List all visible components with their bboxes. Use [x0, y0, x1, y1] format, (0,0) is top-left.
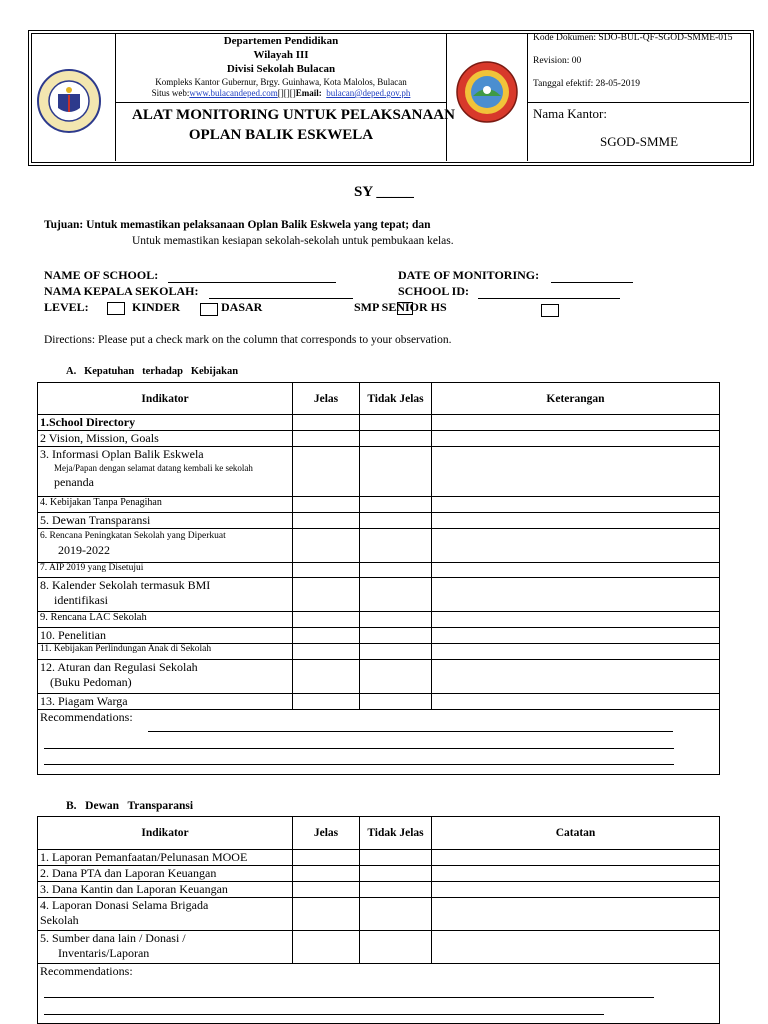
office-value: SGOD-SMME [600, 134, 679, 149]
tidak-jelas-cell[interactable] [360, 644, 432, 660]
tidak-jelas-cell[interactable] [360, 882, 432, 898]
indicator-cell: 2. Dana PTA dan Laporan Keuangan [38, 866, 293, 882]
jelas-cell[interactable] [293, 612, 360, 628]
note-cell[interactable] [432, 898, 720, 931]
jelas-cell[interactable] [293, 529, 360, 563]
recommendations-label: Recommendations: [40, 964, 133, 978]
note-cell[interactable] [432, 866, 720, 882]
section-a-table [37, 382, 720, 775]
jelas-cell[interactable] [293, 578, 360, 612]
indicator-tail: penanda [54, 475, 94, 489]
indicator-cell: 2 Vision, Mission, Goals [38, 431, 293, 447]
indicator-tail: identifikasi [54, 593, 108, 607]
indicator-text: 8. Kalender Sekolah termasuk BMI [40, 578, 211, 592]
remark-cell[interactable] [432, 431, 720, 447]
header-tidak-jelas [360, 383, 432, 415]
recommendations-label: Recommendations: [40, 710, 133, 724]
table-row [38, 898, 720, 931]
school-id-field[interactable] [478, 286, 620, 299]
jelas-cell[interactable] [293, 431, 360, 447]
deped-seal-icon [36, 68, 102, 134]
tidak-jelas-cell[interactable] [360, 694, 432, 710]
address: Kompleks Kantor Gubernur, Brgy. Guinhawa, Kota Malolos, Bulacan [155, 77, 407, 87]
indicator-cell [38, 660, 293, 694]
head-field[interactable] [209, 286, 353, 299]
table-row [38, 644, 720, 660]
remark-cell[interactable] [432, 497, 720, 513]
kinder-label: KINDER [132, 300, 181, 314]
jelas-cell[interactable] [293, 563, 360, 578]
recommendation-line [44, 1014, 604, 1015]
remark-cell[interactable] [432, 694, 720, 710]
jelas-cell[interactable] [293, 898, 360, 931]
tidak-jelas-cell[interactable] [360, 612, 432, 628]
indicator-text: 12. Aturan dan Regulasi Sekolah [40, 660, 198, 674]
jelas-cell[interactable] [293, 628, 360, 644]
tidak-jelas-cell[interactable] [360, 850, 432, 866]
indicator-cell: 5. Dewan Transparansi [38, 513, 293, 529]
date-monitoring-field[interactable] [551, 270, 633, 283]
jelas-cell[interactable] [293, 447, 360, 497]
head-label: NAMA KEPALA SEKOLAH: [44, 284, 199, 298]
table-row [38, 660, 720, 694]
date-monitoring-label: DATE OF MONITORING: [398, 268, 540, 282]
indicator-subtext: Meja/Papan dengan selamat datang kembali ke sekolah [54, 463, 253, 473]
indicator-cell: 1.School Directory [38, 415, 293, 431]
jelas-cell[interactable] [293, 660, 360, 694]
site-label: Situs web: [151, 88, 190, 98]
jelas-cell[interactable] [293, 497, 360, 513]
jelas-cell[interactable] [293, 415, 360, 431]
kinder-checkbox[interactable] [107, 302, 125, 315]
indicator-cell [38, 447, 293, 497]
table-row [38, 866, 720, 882]
region-name: Wilayah III [253, 49, 309, 61]
table-row [38, 931, 720, 964]
indicator-cell [38, 578, 293, 612]
jelas-cell[interactable] [293, 644, 360, 660]
dasar-label: DASAR [221, 300, 263, 314]
remark-cell[interactable] [432, 644, 720, 660]
table-row [38, 578, 720, 612]
table-row [38, 850, 720, 866]
jelas-cell[interactable] [293, 513, 360, 529]
header-keterangan: Keterangan [432, 383, 720, 415]
table-row [38, 513, 720, 529]
remark-cell[interactable] [432, 612, 720, 628]
indicator-cell: 3. Dana Kantin dan Laporan Keuangan [38, 882, 293, 898]
header-divider [115, 102, 446, 103]
recommendation-line [148, 731, 673, 732]
table-row [38, 612, 720, 628]
tidak-jelas-cell[interactable] [360, 447, 432, 497]
indicator-text: 5. Sumber dana lain / Donasi / [40, 931, 186, 945]
jelas-cell[interactable] [293, 850, 360, 866]
remark-cell[interactable] [432, 513, 720, 529]
division-name: Divisi Sekolah Bulacan [226, 63, 336, 75]
table-row [38, 694, 720, 710]
directions-text: Directions: Please put a check mark on the column that corresponds to your observation. [44, 334, 452, 346]
remark-cell[interactable] [432, 563, 720, 578]
bulacan-seal-icon [455, 60, 519, 124]
indicator-tail: Sekolah [40, 913, 79, 927]
indicator-cell: 9. Rencana LAC Sekolah [38, 612, 293, 628]
indicator-cell [38, 931, 293, 964]
note-cell[interactable] [432, 931, 720, 964]
indicator-cell: 13. Piagam Warga [38, 694, 293, 710]
purpose-line1: Tujuan: Untuk memastikan pelaksanaan Oplan Balik Eskwela yang tepat; dan [44, 219, 431, 231]
tidak-jelas-cell[interactable] [360, 898, 432, 931]
form-title-line2: OPLAN BALIK ESKWELA [188, 127, 374, 143]
indicator-text: 3. Informasi Oplan Balik Eskwela [40, 447, 204, 461]
website-link[interactable]: www.bulacandeped.com [189, 88, 278, 98]
header-catatan: Catatan [432, 817, 720, 850]
tidak-jelas-cell[interactable] [360, 513, 432, 529]
indicator-cell: 10. Penelitian [38, 628, 293, 644]
remark-cell[interactable] [432, 628, 720, 644]
table-row [38, 529, 720, 563]
indicator-cell: 4. Kebijakan Tanpa Penagihan [38, 497, 293, 513]
dasar-checkbox[interactable] [200, 303, 218, 316]
jelas-cell[interactable] [293, 882, 360, 898]
senior-hs-checkbox[interactable] [541, 304, 559, 317]
note-cell[interactable] [432, 882, 720, 898]
jelas-cell[interactable] [293, 694, 360, 710]
header-indikator: Indikator [38, 383, 293, 415]
tidak-jelas-cell[interactable] [360, 931, 432, 964]
tidak-jelas-cell[interactable] [360, 578, 432, 612]
header-indikator: Indikator [38, 817, 293, 850]
level-label: LEVEL: [44, 300, 89, 314]
header-tidak-jelas-label: Tidak Jelas [367, 827, 424, 839]
indicator-cell: 7. AIP 2019 yang Disetujui [38, 563, 293, 578]
email-label: Email: [295, 88, 322, 98]
indicator-tail: 2019-2022 [58, 543, 110, 557]
tidak-jelas-cell[interactable] [360, 660, 432, 694]
doc-code: Kode Dokumen: SDO-BUL-QF-SGOD-SMME-015 [533, 33, 733, 43]
tidak-jelas-cell[interactable] [360, 431, 432, 447]
recommendation-line [44, 997, 654, 998]
indicator-cell: 1. Laporan Pemanfaatan/Pelunasan MOOE [38, 850, 293, 866]
header-tidak-jelas-label: Tidak Jelas [367, 392, 424, 405]
separator: [][][] [277, 88, 296, 98]
school-id-label: SCHOOL ID: [398, 284, 470, 298]
recommendation-line [44, 748, 674, 749]
remark-cell[interactable] [432, 415, 720, 431]
table-row [38, 497, 720, 513]
recommendation-line [44, 764, 674, 765]
office-label: Nama Kantor: [533, 106, 608, 121]
table-row [38, 447, 720, 497]
school-name-label: NAME OF SCHOOL: [44, 268, 159, 282]
section-b-table [37, 816, 720, 1024]
indicator-tail: Inventaris/Laporan [58, 946, 150, 960]
note-cell[interactable] [432, 850, 720, 866]
email-link[interactable]: bulacan@deped.gov.ph [326, 88, 411, 98]
dept-name: Departemen Pendidikan [223, 35, 339, 47]
indicator-tail: (Buku Pedoman) [50, 675, 132, 689]
header-divider [527, 102, 749, 103]
header-jelas: Jelas [293, 383, 360, 415]
remark-cell[interactable] [432, 447, 720, 497]
remark-cell[interactable] [432, 578, 720, 612]
table-row [38, 628, 720, 644]
effective-date: Tanggal efektif: 28-05-2019 [533, 79, 640, 89]
table-row [38, 431, 720, 447]
tidak-jelas-cell[interactable] [360, 497, 432, 513]
tidak-jelas-cell[interactable] [360, 563, 432, 578]
header-divider [527, 33, 528, 161]
jelas-cell[interactable] [293, 931, 360, 964]
school-name-field[interactable] [168, 270, 336, 283]
form-title-line1: ALAT MONITORING UNTUK PELAKSANAAN [132, 107, 455, 123]
section-a-title: A. Kepatuhan terhadap Kebijakan [66, 366, 239, 377]
indicator-text: 6. Rencana Peningkatan Sekolah yang Diperkuat [40, 531, 226, 541]
section-b-title: B. Dewan Transparansi [66, 800, 194, 812]
table-row [38, 882, 720, 898]
jelas-cell[interactable] [293, 866, 360, 882]
header-divider [446, 33, 447, 161]
table-row [38, 415, 720, 431]
tidak-jelas-cell[interactable] [360, 529, 432, 563]
indicator-text: 4. Laporan Donasi Selama Brigada [40, 898, 209, 912]
header-tidak-jelas [360, 817, 432, 850]
table-row [38, 563, 720, 578]
tidak-jelas-cell[interactable] [360, 628, 432, 644]
contact-line [116, 88, 446, 99]
indicator-cell [38, 898, 293, 931]
indicator-cell: 11. Kebijakan Perlindungan Anak di Sekolah [38, 644, 293, 660]
smp-checkbox[interactable] [397, 302, 413, 315]
remark-cell[interactable] [432, 529, 720, 563]
smp-label: SMP SENIOR HS [354, 300, 447, 314]
header-jelas: Jelas [293, 817, 360, 850]
remark-cell[interactable] [432, 660, 720, 694]
tidak-jelas-cell[interactable] [360, 866, 432, 882]
tidak-jelas-cell[interactable] [360, 415, 432, 431]
school-year: SY _____ [354, 184, 414, 200]
indicator-cell [38, 529, 293, 563]
purpose-line2: Untuk memastikan kesiapan sekolah-sekolah untuk pembukaan kelas. [132, 235, 454, 247]
revision: Revision: 00 [533, 56, 582, 66]
